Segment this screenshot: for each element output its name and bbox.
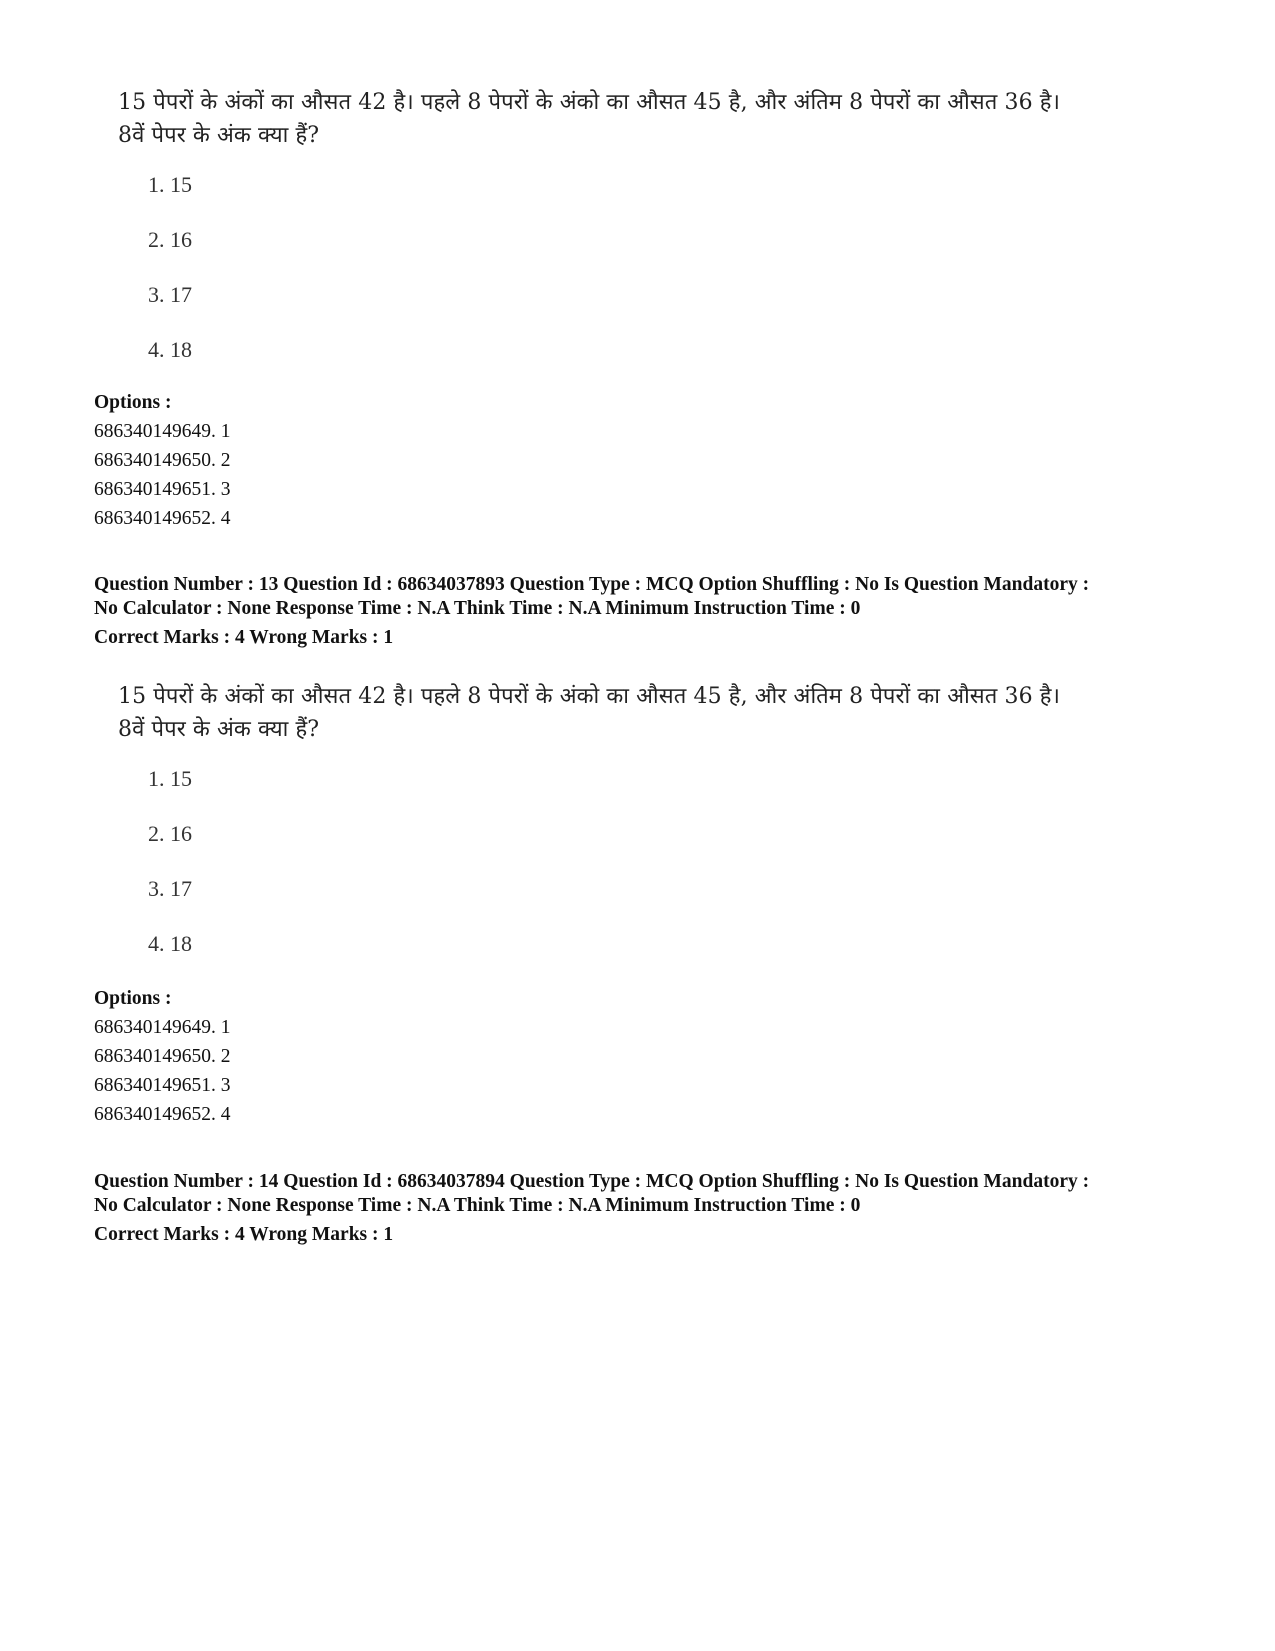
- answer-choices: [148, 768, 192, 988]
- options-label: Options :: [94, 392, 172, 413]
- options-label: Options :: [94, 988, 172, 1009]
- answer-choices: [148, 174, 192, 394]
- answer-choice: 3. 17: [148, 876, 192, 901]
- option-line: 686340149650. 2: [94, 450, 231, 471]
- question-meta-line-1: Question Number : 14 Question Id : 68634037894 Question Type : MCQ Option Shuffling : No Is Question Mandatory :: [94, 1171, 1090, 1192]
- question-13-header: [94, 573, 1234, 650]
- options-block-13: [94, 984, 1224, 1129]
- option-line: 686340149652. 4: [94, 1104, 231, 1125]
- answer-choice: 1. 15: [148, 766, 192, 791]
- option-line: 686340149652. 4: [94, 508, 231, 529]
- question-12-image: [118, 86, 1138, 362]
- answer-choice: 2. 16: [148, 227, 192, 252]
- question-meta-line-2: No Calculator : None Response Time : N.A Think Time : N.A Minimum Instruction Time : 0: [94, 598, 861, 619]
- question-13-image: [118, 680, 1138, 956]
- option-line: 686340149649. 1: [94, 421, 231, 442]
- question-text-line-1: 15 पेपरों के अंकों का औसत 42 है। पहले 8 पेपरों के अंको का औसत 45 है, और अंतिम 8 पेपरों का औसत 36 है।: [118, 90, 1061, 115]
- answer-choice: 4. 18: [148, 337, 192, 362]
- option-line: 686340149651. 3: [94, 1075, 231, 1096]
- answer-choice: 2. 16: [148, 821, 192, 846]
- question-marks: Correct Marks : 4 Wrong Marks : 1: [94, 627, 394, 648]
- question-text-line-1: 15 पेपरों के अंकों का औसत 42 है। पहले 8 पेपरों के अंको का औसत 45 है, और अंतिम 8 पेपरों का औसत 36 है।: [118, 684, 1061, 709]
- question-marks: Correct Marks : 4 Wrong Marks : 1: [94, 1224, 394, 1245]
- question-text-line-2: 8वें पेपर के अंक क्या हैं?: [118, 717, 320, 742]
- answer-choice: 4. 18: [148, 931, 192, 956]
- answer-choice: 1. 15: [148, 172, 192, 197]
- question-meta-line-1: Question Number : 13 Question Id : 68634037893 Question Type : MCQ Option Shuffling : No Is Question Mandatory :: [94, 574, 1090, 595]
- option-line: 686340149651. 3: [94, 479, 231, 500]
- option-line: 686340149650. 2: [94, 1046, 231, 1067]
- option-line: 686340149649. 1: [94, 1017, 231, 1038]
- question-meta-line-2: No Calculator : None Response Time : N.A Think Time : N.A Minimum Instruction Time : 0: [94, 1195, 861, 1216]
- options-block-12: [94, 388, 1224, 533]
- answer-choice: 3. 17: [148, 282, 192, 307]
- question-14-header: [94, 1170, 1234, 1247]
- question-text-line-2: 8वें पेपर के अंक क्या हैं?: [118, 123, 320, 148]
